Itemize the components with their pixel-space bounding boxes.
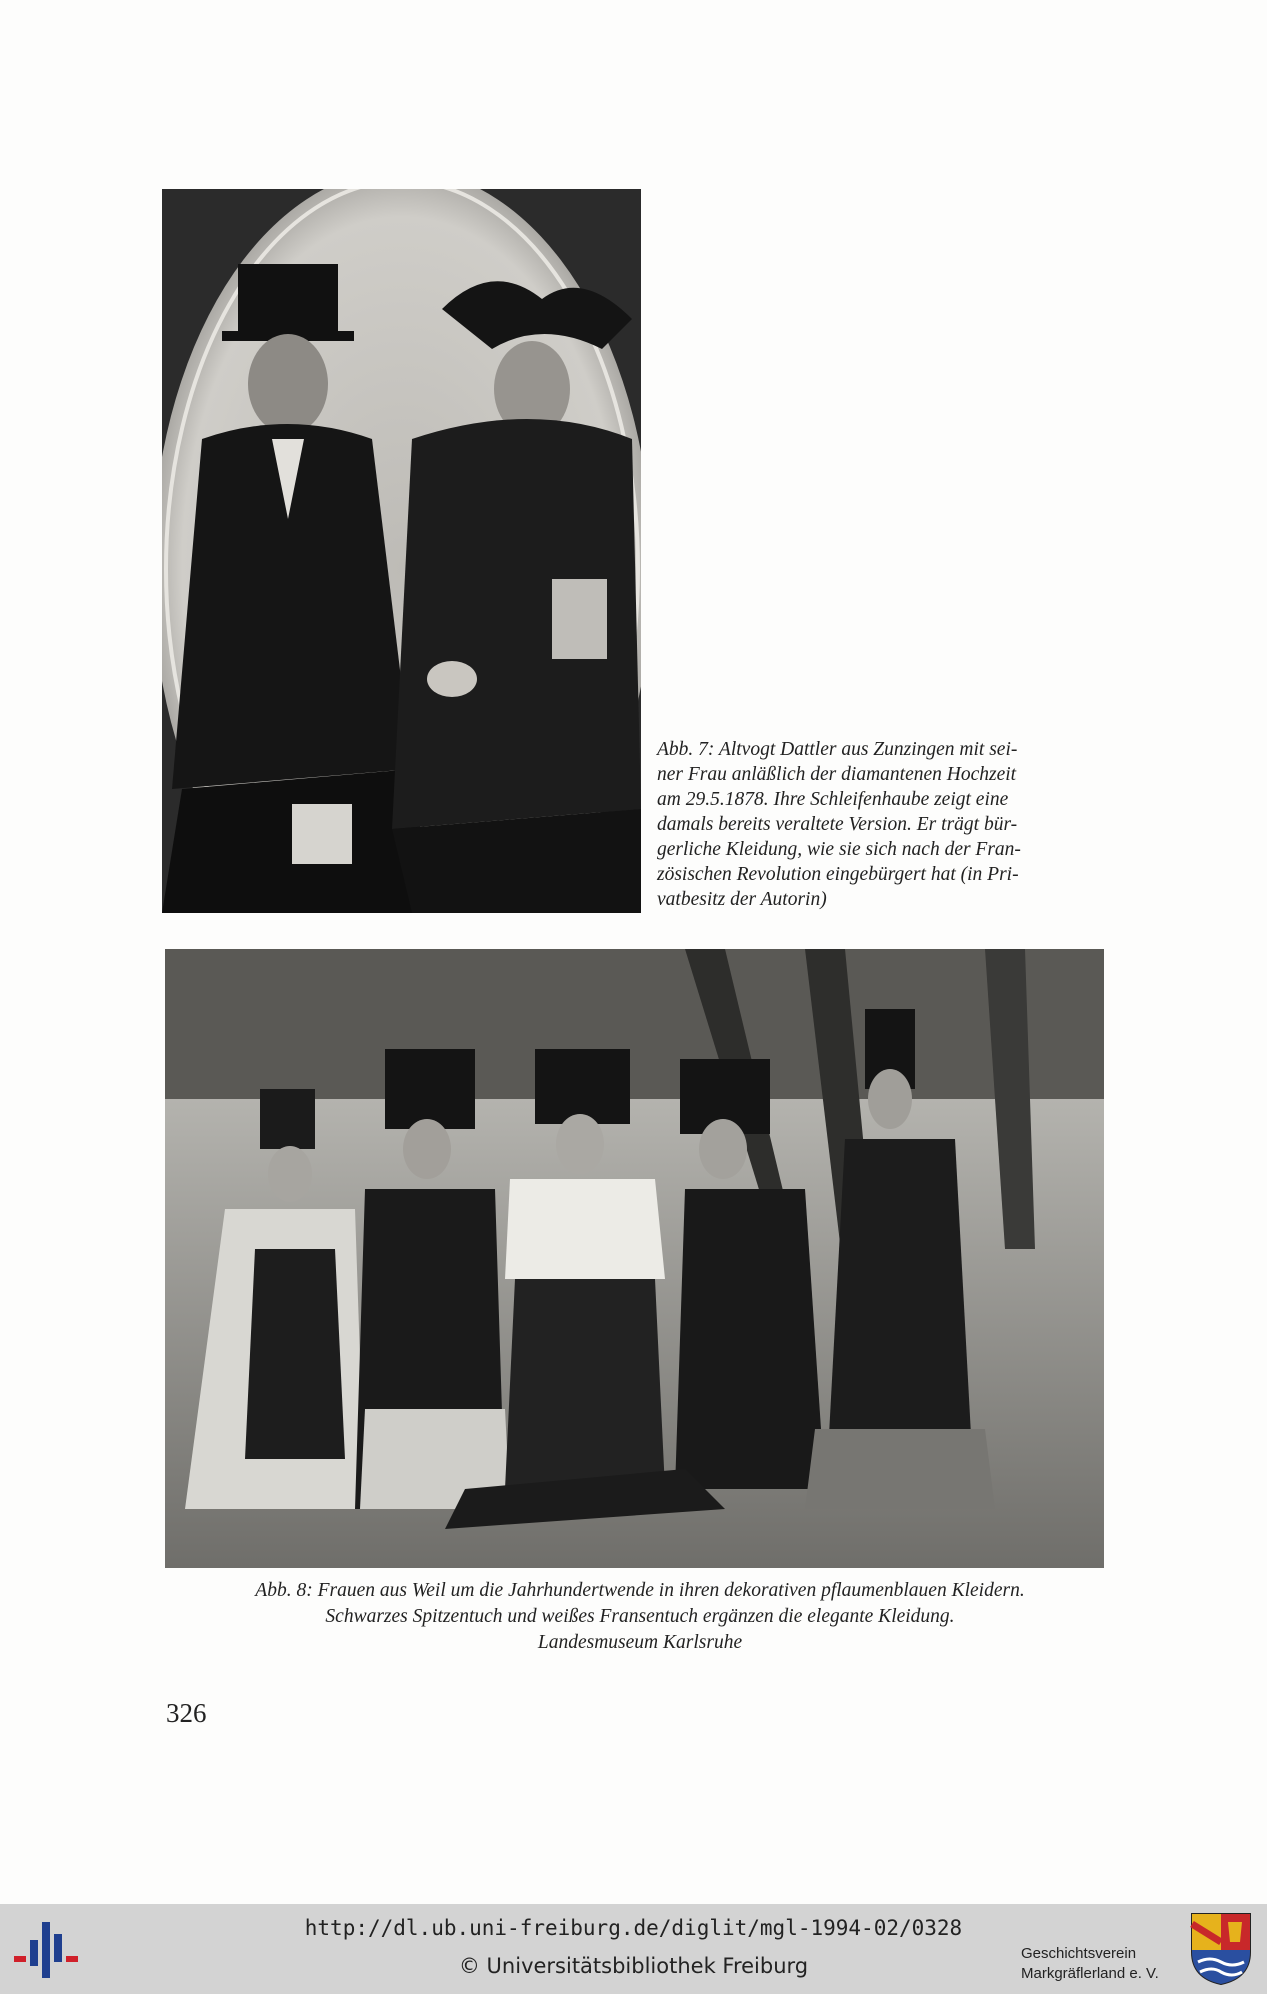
footer-bar (0, 1904, 1267, 1994)
group-photo-image (165, 949, 1104, 1568)
caption-line: vatbesitz der Autorin) (657, 889, 827, 910)
figure-8-caption (140, 1578, 1140, 1656)
caption-line: Abb. 7: Altvogt Dattler aus Zunzingen mit sei- (657, 739, 1018, 760)
figure-8-photo (165, 949, 1104, 1568)
caption-line: am 29.5.1878. Ihre Schleifenhaube zeigt eine (657, 789, 1009, 810)
figure-7-photo (162, 189, 641, 913)
society-crest-icon[interactable] (1190, 1912, 1252, 1986)
caption-line: damals bereits veraltete Version. Er trägt bür- (657, 814, 1018, 835)
caption-line: ner Frau anläßlich der diamantenen Hochzeit (657, 764, 1017, 785)
page-number: 326 (166, 1698, 207, 1728)
caption-line: Abb. 8: Frauen aus Weil um die Jahrhundertwende in ihren dekorativen pflaumenblauen Kleidern. (255, 1580, 1025, 1601)
caption-line: gerliche Kleidung, wie sie sich nach der Fran- (657, 839, 1021, 860)
figure-7-caption (657, 737, 1097, 912)
caption-line: zösischen Revolution eingebürgert hat (in Pri- (657, 864, 1019, 885)
caption-line: Landesmuseum Karlsruhe (537, 1632, 743, 1653)
society-name (1021, 1944, 1181, 1984)
society-name-line: Markgräflerland e. V. (1021, 1965, 1159, 1982)
portrait-photo-image (162, 189, 641, 913)
copyright-text: © Universitätsbibliothek Freiburg (458, 1954, 809, 1978)
document-url-link[interactable]: http://dl.ub.uni-freiburg.de/diglit/mgl-1994-02/0328 (304, 1916, 963, 1940)
caption-line: Schwarzes Spitzentuch und weißes Fransentuch ergänzen die elegante Kleidung. (325, 1606, 955, 1627)
society-name-line: Geschichtsverein (1021, 1945, 1137, 1962)
